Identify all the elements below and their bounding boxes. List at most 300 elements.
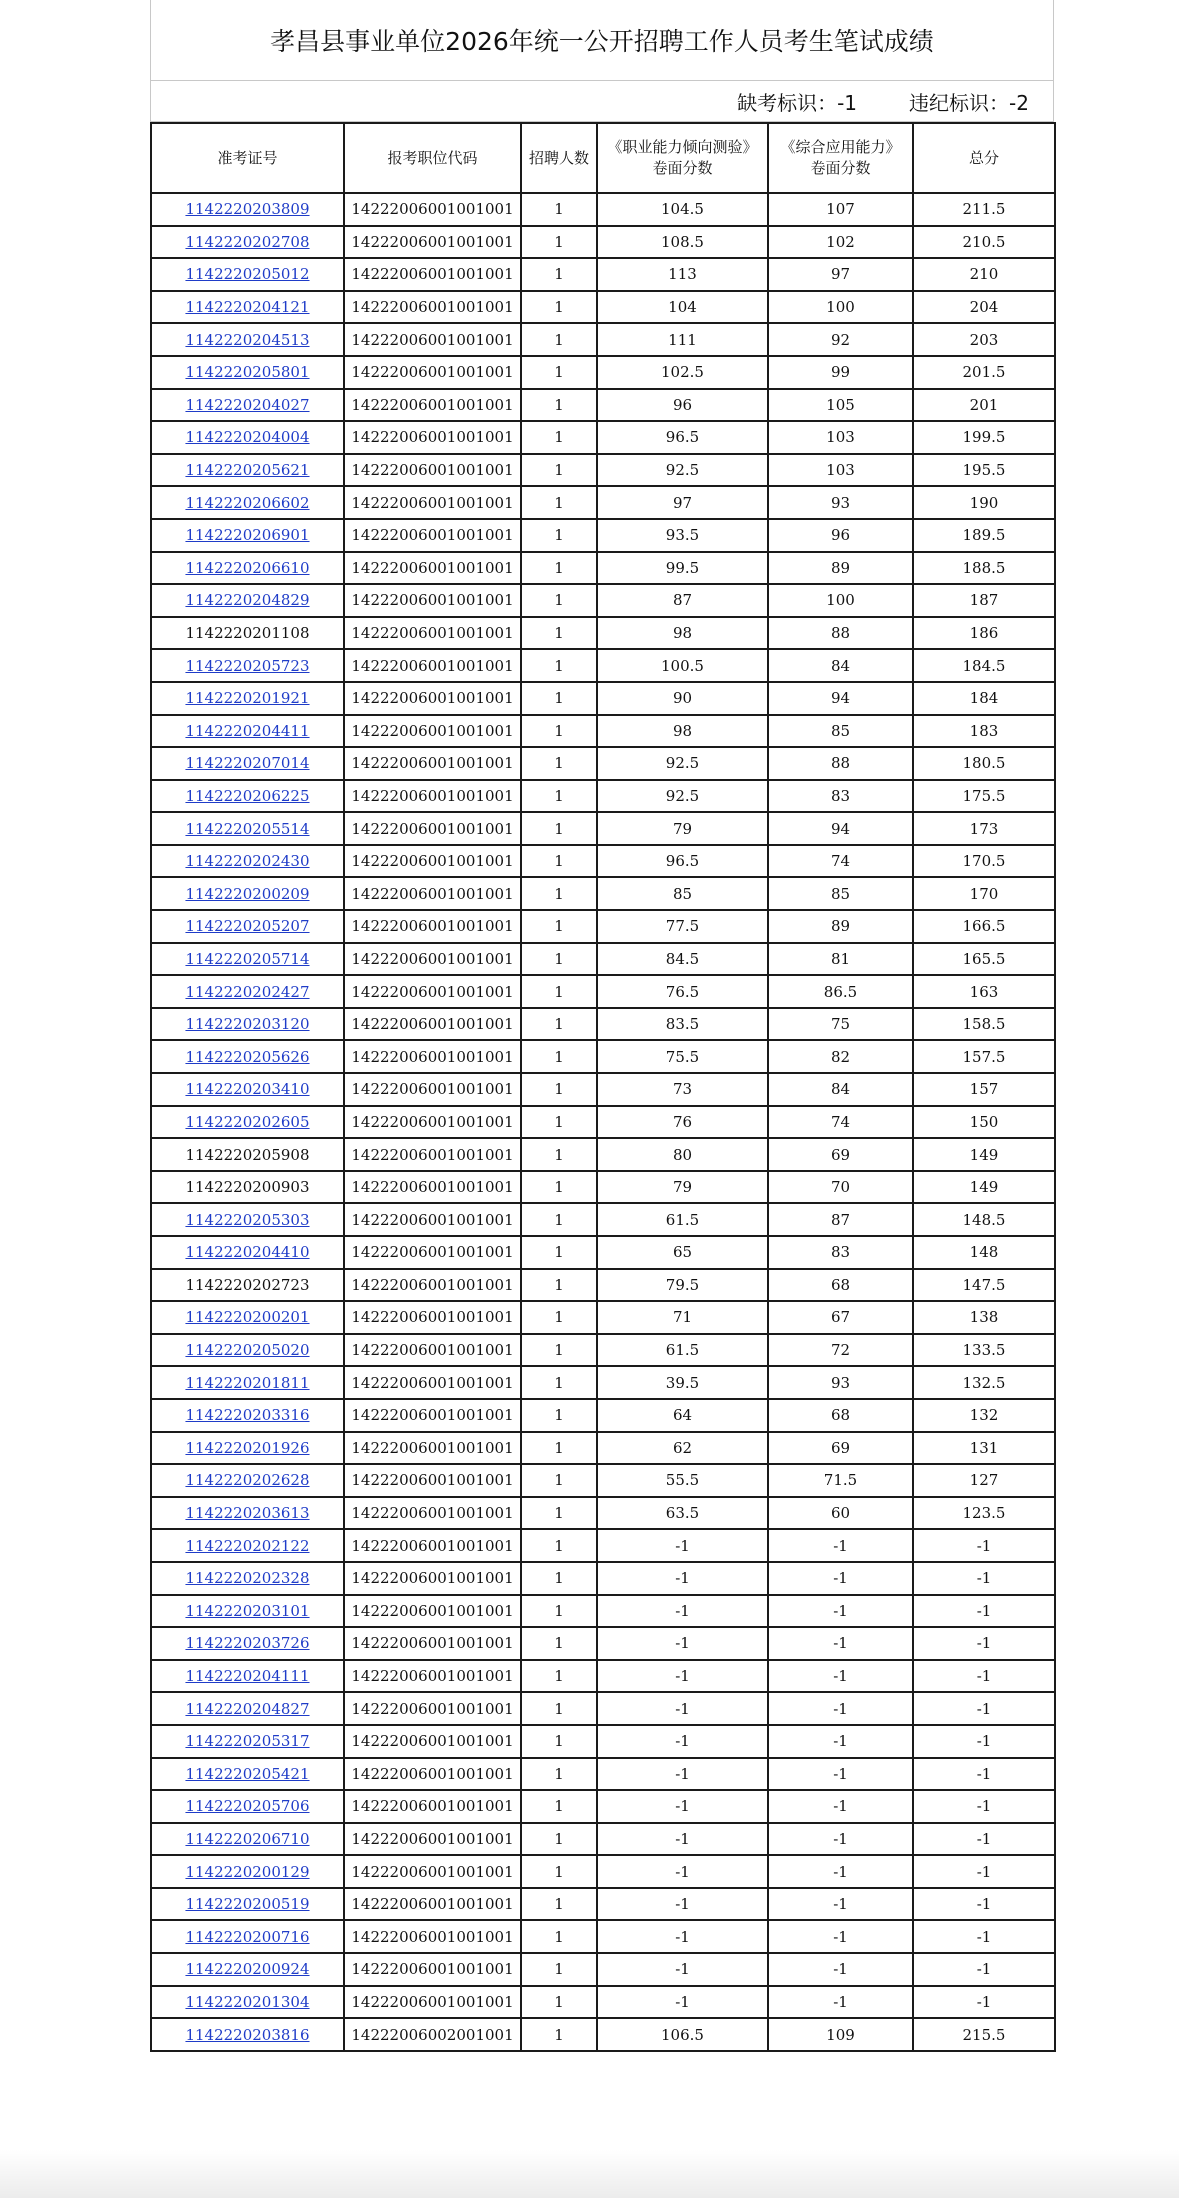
hire-count-cell: 1 (521, 1986, 597, 2019)
total-score-cell: -1 (913, 1758, 1055, 1791)
position-code-cell: 14222006001001001 (344, 1106, 521, 1139)
exam-id-link[interactable]: 1142220205706 (185, 1797, 310, 1816)
exam-id-link[interactable]: 1142220205801 (185, 363, 310, 382)
position-code-cell: 14222006001001001 (344, 1008, 521, 1041)
hire-count-cell: 1 (521, 1758, 597, 1791)
hire-count-cell: 1 (521, 1855, 597, 1888)
comprehensive-score-cell: 93 (768, 486, 913, 519)
comprehensive-score-cell: 94 (768, 682, 913, 715)
table-row (151, 356, 1055, 389)
total-score-cell: -1 (913, 1888, 1055, 1921)
total-score-cell: -1 (913, 1692, 1055, 1725)
total-score-cell: -1 (913, 1660, 1055, 1693)
header-comprehensive-score: 《综合应用能力》 卷面分数 (768, 123, 913, 193)
exam-id-cell: 1142220201108 (151, 617, 344, 650)
position-code-cell: 14222006001001001 (344, 1529, 521, 1562)
exam-id-cell (151, 943, 344, 976)
exam-id-link[interactable]: 1142220204411 (185, 721, 310, 740)
exam-id-link[interactable]: 1142220205514 (185, 819, 310, 838)
aptitude-score-cell: 106.5 (597, 2018, 768, 2051)
comprehensive-score-cell: 85 (768, 715, 913, 748)
header-position-code: 报考职位代码 (344, 123, 521, 193)
exam-id-link[interactable]: 1142220206225 (185, 786, 310, 805)
table-row (151, 258, 1055, 291)
exam-id-link[interactable]: 1142220207014 (185, 754, 310, 773)
total-score-cell: 148 (913, 1236, 1055, 1269)
total-score-cell: 150 (913, 1106, 1055, 1139)
exam-id-cell (151, 1366, 344, 1399)
exam-id-link[interactable]: 1142220200201 (185, 1308, 310, 1327)
table-row (151, 1203, 1055, 1236)
hire-count-cell: 1 (521, 1823, 597, 1856)
comprehensive-score-cell: 69 (768, 1432, 913, 1465)
hire-count-cell: 1 (521, 1073, 597, 1106)
hire-count-cell: 1 (521, 1595, 597, 1628)
exam-id-link[interactable]: 1142220201811 (185, 1373, 310, 1392)
exam-id-link[interactable]: 1142220200129 (185, 1862, 310, 1881)
aptitude-score-cell: 79 (597, 1171, 768, 1204)
aptitude-score-cell: 93.5 (597, 519, 768, 552)
table-row (151, 1366, 1055, 1399)
exam-id-link[interactable]: 1142220200716 (185, 1927, 310, 1946)
exam-id-link[interactable]: 1142220202628 (185, 1471, 310, 1490)
exam-id-link[interactable]: 1142220202708 (185, 232, 310, 251)
total-score-cell: -1 (913, 1562, 1055, 1595)
score-table (150, 122, 1056, 2052)
hire-count-cell: 1 (521, 356, 597, 389)
comprehensive-score-cell: -1 (768, 1888, 913, 1921)
exam-id-link[interactable]: 1142220205012 (185, 265, 310, 284)
exam-id-cell (151, 1627, 344, 1660)
exam-id-link[interactable]: 1142220204827 (185, 1699, 310, 1718)
aptitude-score-cell: 92.5 (597, 747, 768, 780)
exam-id-cell (151, 1888, 344, 1921)
total-score-cell: 188.5 (913, 552, 1055, 585)
exam-id-cell (151, 2018, 344, 2051)
exam-id-link[interactable]: 1142220200209 (185, 884, 310, 903)
total-score-cell: -1 (913, 1953, 1055, 1986)
position-code-cell: 14222006001001001 (344, 1432, 521, 1465)
aptitude-score-cell: 96.5 (597, 421, 768, 454)
exam-id-cell (151, 226, 344, 259)
table-row (151, 454, 1055, 487)
position-code-cell: 14222006001001001 (344, 1595, 521, 1628)
hire-count-cell: 1 (521, 1269, 597, 1302)
exam-id-cell (151, 1953, 344, 1986)
exam-id-link[interactable]: 1142220205317 (185, 1732, 310, 1751)
total-score-cell: 199.5 (913, 421, 1055, 454)
position-code-cell: 14222006001001001 (344, 1236, 521, 1269)
position-code-cell: 14222006001001001 (344, 291, 521, 324)
aptitude-score-cell: 75.5 (597, 1040, 768, 1073)
exam-id-link[interactable]: 1142220204004 (185, 428, 310, 447)
comprehensive-score-cell: -1 (768, 1529, 913, 1562)
exam-id-link[interactable]: 1142220202430 (185, 852, 310, 871)
hire-count-cell: 1 (521, 1106, 597, 1139)
table-row (151, 1920, 1055, 1953)
exam-id-cell (151, 552, 344, 585)
aptitude-score-cell: 76.5 (597, 975, 768, 1008)
comprehensive-score-cell: 69 (768, 1138, 913, 1171)
total-score-cell: 166.5 (913, 910, 1055, 943)
total-score-cell: -1 (913, 1920, 1055, 1953)
table-row (151, 1823, 1055, 1856)
comprehensive-score-cell: 60 (768, 1497, 913, 1530)
hire-count-cell: 1 (521, 1692, 597, 1725)
exam-id-link[interactable]: 1142220201304 (185, 1992, 310, 2011)
comprehensive-score-cell: 88 (768, 747, 913, 780)
exam-id-cell (151, 1692, 344, 1725)
hire-count-cell: 1 (521, 1529, 597, 1562)
hire-count-cell: 1 (521, 258, 597, 291)
comprehensive-score-cell: 83 (768, 1236, 913, 1269)
comprehensive-score-cell: 102 (768, 226, 913, 259)
total-score-cell: 148.5 (913, 1203, 1055, 1236)
exam-id-link[interactable]: 1142220205626 (185, 1047, 310, 1066)
hire-count-cell: 1 (521, 193, 597, 226)
table-row (151, 1236, 1055, 1269)
exam-id-link[interactable]: 1142220205421 (185, 1764, 310, 1783)
comprehensive-score-cell: 89 (768, 552, 913, 585)
table-row (151, 682, 1055, 715)
hire-count-cell: 1 (521, 389, 597, 422)
aptitude-score-cell: 90 (597, 682, 768, 715)
exam-id-link[interactable]: 1142220206602 (185, 493, 310, 512)
table-row (151, 649, 1055, 682)
exam-id-cell (151, 910, 344, 943)
exam-id-link[interactable]: 1142220206710 (185, 1829, 310, 1848)
comprehensive-score-cell: 70 (768, 1171, 913, 1204)
exam-id-link[interactable]: 1142220203613 (185, 1504, 310, 1523)
exam-id-link[interactable]: 1142220203809 (185, 200, 310, 219)
aptitude-score-cell: 80 (597, 1138, 768, 1171)
exam-id-link[interactable]: 1142220203726 (185, 1634, 310, 1653)
position-code-cell: 14222006001001001 (344, 1790, 521, 1823)
exam-id-cell (151, 1758, 344, 1791)
exam-id-cell (151, 356, 344, 389)
position-code-cell: 14222006001001001 (344, 421, 521, 454)
comprehensive-score-cell: 105 (768, 389, 913, 422)
aptitude-score-cell: 83.5 (597, 1008, 768, 1041)
hire-count-cell: 1 (521, 552, 597, 585)
total-score-cell: 204 (913, 291, 1055, 324)
hire-count-cell: 1 (521, 1790, 597, 1823)
comprehensive-score-cell: 87 (768, 1203, 913, 1236)
aptitude-score-cell: 98 (597, 617, 768, 650)
position-code-cell: 14222006001001001 (344, 389, 521, 422)
comprehensive-score-cell: 100 (768, 584, 913, 617)
total-score-cell: 170 (913, 877, 1055, 910)
total-score-cell: 132.5 (913, 1366, 1055, 1399)
total-score-cell: 184 (913, 682, 1055, 715)
exam-id-link[interactable]: 1142220201921 (185, 689, 310, 708)
hire-count-cell: 1 (521, 226, 597, 259)
exam-id-link[interactable]: 1142220205020 (185, 1341, 310, 1360)
hire-count-cell: 1 (521, 715, 597, 748)
hire-count-cell: 1 (521, 1040, 597, 1073)
exam-id-cell (151, 1562, 344, 1595)
hire-count-cell: 1 (521, 1432, 597, 1465)
hire-count-cell: 1 (521, 291, 597, 324)
hire-count-cell: 1 (521, 1888, 597, 1921)
exam-id-link[interactable]: 1142220205621 (185, 461, 310, 480)
exam-id-link[interactable]: 1142220200519 (185, 1895, 310, 1914)
comprehensive-score-cell: -1 (768, 1790, 913, 1823)
total-score-cell: 180.5 (913, 747, 1055, 780)
comprehensive-score-cell: 84 (768, 649, 913, 682)
hire-count-cell: 1 (521, 1399, 597, 1432)
hire-count-cell: 1 (521, 486, 597, 519)
exam-id-link[interactable]: 1142220202605 (185, 1112, 310, 1131)
exam-id-cell (151, 519, 344, 552)
aptitude-score-cell: 99.5 (597, 552, 768, 585)
table-row (151, 1497, 1055, 1530)
aptitude-score-cell: 102.5 (597, 356, 768, 389)
hire-count-cell: 1 (521, 682, 597, 715)
position-code-cell: 14222006001001001 (344, 1301, 521, 1334)
exam-id-link[interactable]: 1142220203410 (185, 1080, 310, 1099)
aptitude-score-cell: 100.5 (597, 649, 768, 682)
exam-id-link[interactable]: 1142220205723 (185, 656, 310, 675)
total-score-cell: -1 (913, 1823, 1055, 1856)
aptitude-score-cell: 98 (597, 715, 768, 748)
table-row (151, 1008, 1055, 1041)
page-title: 孝昌县事业单位2026年统一公开招聘工作人员考生笔试成绩 (150, 0, 1054, 81)
total-score-cell: -1 (913, 1725, 1055, 1758)
table-row (151, 226, 1055, 259)
position-code-cell: 14222006001001001 (344, 1725, 521, 1758)
total-score-cell: 165.5 (913, 943, 1055, 976)
exam-id-link[interactable]: 1142220205207 (185, 917, 310, 936)
comprehensive-score-cell: 75 (768, 1008, 913, 1041)
aptitude-score-cell: 108.5 (597, 226, 768, 259)
exam-id-link[interactable]: 1142220204829 (185, 591, 310, 610)
position-code-cell: 14222006001001001 (344, 226, 521, 259)
exam-id-link[interactable]: 1142220203101 (185, 1601, 310, 1620)
header-exam-id: 准考证号 (151, 123, 344, 193)
total-score-cell: 190 (913, 486, 1055, 519)
table-row (151, 486, 1055, 519)
hire-count-cell: 1 (521, 1627, 597, 1660)
aptitude-score-cell: -1 (597, 1758, 768, 1791)
hire-count-cell: 1 (521, 519, 597, 552)
position-code-cell: 14222006001001001 (344, 910, 521, 943)
position-code-cell: 14222006001001001 (344, 193, 521, 226)
table-row (151, 1725, 1055, 1758)
aptitude-score-cell: 113 (597, 258, 768, 291)
aptitude-score-cell: 76 (597, 1106, 768, 1139)
total-score-cell: 133.5 (913, 1334, 1055, 1367)
legend (150, 81, 1054, 122)
comprehensive-score-cell: 100 (768, 291, 913, 324)
table-row (151, 584, 1055, 617)
position-code-cell: 14222006001001001 (344, 877, 521, 910)
score-sheet (150, 0, 1054, 2052)
aptitude-score-cell: -1 (597, 1953, 768, 1986)
table-row (151, 1660, 1055, 1693)
position-code-cell: 14222006001001001 (344, 1920, 521, 1953)
table-row (151, 1986, 1055, 2019)
header-total-score: 总分 (913, 123, 1055, 193)
table-row (151, 421, 1055, 454)
exam-id-link[interactable]: 1142220204111 (185, 1667, 310, 1686)
hire-count-cell: 1 (521, 1953, 597, 1986)
aptitude-score-cell: -1 (597, 1790, 768, 1823)
position-code-cell: 14222006001001001 (344, 715, 521, 748)
exam-id-link[interactable]: 1142220203316 (185, 1406, 310, 1425)
position-code-cell: 14222006001001001 (344, 1399, 521, 1432)
aptitude-score-cell: 104 (597, 291, 768, 324)
table-header (151, 123, 1055, 193)
aptitude-score-cell: 87 (597, 584, 768, 617)
exam-id-link[interactable]: 1142220206901 (185, 526, 310, 545)
position-code-cell: 14222006002001001 (344, 2018, 521, 2051)
table-row (151, 1171, 1055, 1204)
position-code-cell: 14222006001001001 (344, 1692, 521, 1725)
exam-id-cell (151, 812, 344, 845)
aptitude-score-cell: -1 (597, 1888, 768, 1921)
comprehensive-score-cell: -1 (768, 1920, 913, 1953)
comprehensive-score-cell: 68 (768, 1269, 913, 1302)
position-code-cell: 14222006001001001 (344, 812, 521, 845)
position-code-cell: 14222006001001001 (344, 1203, 521, 1236)
exam-id-cell (151, 1725, 344, 1758)
exam-id-cell (151, 747, 344, 780)
total-score-cell: 163 (913, 975, 1055, 1008)
total-score-cell: 210 (913, 258, 1055, 291)
hire-count-cell: 1 (521, 421, 597, 454)
exam-id-cell (151, 454, 344, 487)
hire-count-cell: 1 (521, 617, 597, 650)
position-code-cell: 14222006001001001 (344, 1269, 521, 1302)
exam-id-link[interactable]: 1142220204410 (185, 1243, 310, 1262)
exam-id-link[interactable]: 1142220200924 (185, 1960, 310, 1979)
comprehensive-score-cell: 103 (768, 421, 913, 454)
exam-id-cell (151, 258, 344, 291)
exam-id-link[interactable]: 1142220202122 (185, 1536, 310, 1555)
total-score-cell: 187 (913, 584, 1055, 617)
exam-id-link[interactable]: 1142220201926 (185, 1438, 310, 1457)
aptitude-score-cell: 96 (597, 389, 768, 422)
table-row (151, 1073, 1055, 1106)
comprehensive-score-cell: -1 (768, 1725, 913, 1758)
position-code-cell: 14222006001001001 (344, 1366, 521, 1399)
table-row (151, 910, 1055, 943)
aptitude-score-cell: -1 (597, 1692, 768, 1725)
total-score-cell: 201.5 (913, 356, 1055, 389)
exam-id-cell (151, 1301, 344, 1334)
position-code-cell: 14222006001001001 (344, 486, 521, 519)
exam-id-cell (151, 291, 344, 324)
position-code-cell: 14222006001001001 (344, 1073, 521, 1106)
exam-id-link[interactable]: 1142220206610 (185, 558, 310, 577)
comprehensive-score-cell: -1 (768, 1627, 913, 1660)
position-code-cell: 14222006001001001 (344, 1040, 521, 1073)
exam-id-cell (151, 877, 344, 910)
comprehensive-score-cell: 107 (768, 193, 913, 226)
position-code-cell: 14222006001001001 (344, 780, 521, 813)
exam-id-link[interactable]: 1142220202427 (185, 982, 310, 1001)
hire-count-cell: 1 (521, 1366, 597, 1399)
total-score-cell: 132 (913, 1399, 1055, 1432)
exam-id-link[interactable]: 1142220204027 (185, 395, 310, 414)
exam-id-cell (151, 389, 344, 422)
aptitude-score-cell: -1 (597, 1595, 768, 1628)
exam-id-link[interactable]: 1142220203120 (185, 1015, 310, 1034)
total-score-cell: 184.5 (913, 649, 1055, 682)
aptitude-score-cell: 61.5 (597, 1334, 768, 1367)
table-row (151, 1464, 1055, 1497)
exam-id-cell (151, 780, 344, 813)
exam-id-cell (151, 715, 344, 748)
total-score-cell: 175.5 (913, 780, 1055, 813)
aptitude-score-cell: 96.5 (597, 845, 768, 878)
exam-id-link[interactable]: 1142220204513 (185, 330, 310, 349)
exam-id-cell (151, 1040, 344, 1073)
total-score-cell: 195.5 (913, 454, 1055, 487)
total-score-cell: 158.5 (913, 1008, 1055, 1041)
hire-count-cell: 1 (521, 780, 597, 813)
aptitude-score-cell: 111 (597, 323, 768, 356)
comprehensive-score-cell: 74 (768, 1106, 913, 1139)
total-score-cell: 210.5 (913, 226, 1055, 259)
aptitude-score-cell: 64 (597, 1399, 768, 1432)
exam-id-link[interactable]: 1142220204121 (185, 298, 310, 317)
exam-id-cell (151, 1399, 344, 1432)
position-code-cell: 14222006001001001 (344, 1497, 521, 1530)
hire-count-cell: 1 (521, 1660, 597, 1693)
exam-id-cell (151, 975, 344, 1008)
total-score-cell: 201 (913, 389, 1055, 422)
exam-id-cell (151, 421, 344, 454)
exam-id-cell (151, 1432, 344, 1465)
exam-id-cell (151, 1529, 344, 1562)
exam-id-link[interactable]: 1142220202328 (185, 1569, 310, 1588)
position-code-cell: 14222006001001001 (344, 1855, 521, 1888)
exam-id-link[interactable]: 1142220205303 (185, 1210, 310, 1229)
total-score-cell: -1 (913, 1855, 1055, 1888)
aptitude-score-cell: 62 (597, 1432, 768, 1465)
exam-id-cell (151, 1823, 344, 1856)
hire-count-cell: 1 (521, 943, 597, 976)
exam-id-cell (151, 1986, 344, 2019)
total-score-cell: 186 (913, 617, 1055, 650)
exam-id-link[interactable]: 1142220203816 (185, 2025, 310, 2044)
total-score-cell: 203 (913, 323, 1055, 356)
table-row (151, 323, 1055, 356)
hire-count-cell: 1 (521, 1464, 597, 1497)
position-code-cell: 14222006001001001 (344, 1171, 521, 1204)
comprehensive-score-cell: 68 (768, 1399, 913, 1432)
aptitude-score-cell: 84.5 (597, 943, 768, 976)
hire-count-cell: 1 (521, 1171, 597, 1204)
exam-id-cell (151, 1855, 344, 1888)
aptitude-score-cell: 65 (597, 1236, 768, 1269)
exam-id-cell (151, 1106, 344, 1139)
aptitude-score-cell: -1 (597, 1660, 768, 1693)
position-code-cell: 14222006001001001 (344, 1823, 521, 1856)
exam-id-cell (151, 649, 344, 682)
table-row (151, 747, 1055, 780)
hire-count-cell: 1 (521, 1562, 597, 1595)
total-score-cell: 149 (913, 1138, 1055, 1171)
hire-count-cell: 1 (521, 454, 597, 487)
position-code-cell: 14222006001001001 (344, 1138, 521, 1171)
bottom-fade (0, 2150, 1179, 2198)
aptitude-score-cell: 79.5 (597, 1269, 768, 1302)
aptitude-score-cell: 71 (597, 1301, 768, 1334)
exam-id-link[interactable]: 1142220205714 (185, 949, 310, 968)
